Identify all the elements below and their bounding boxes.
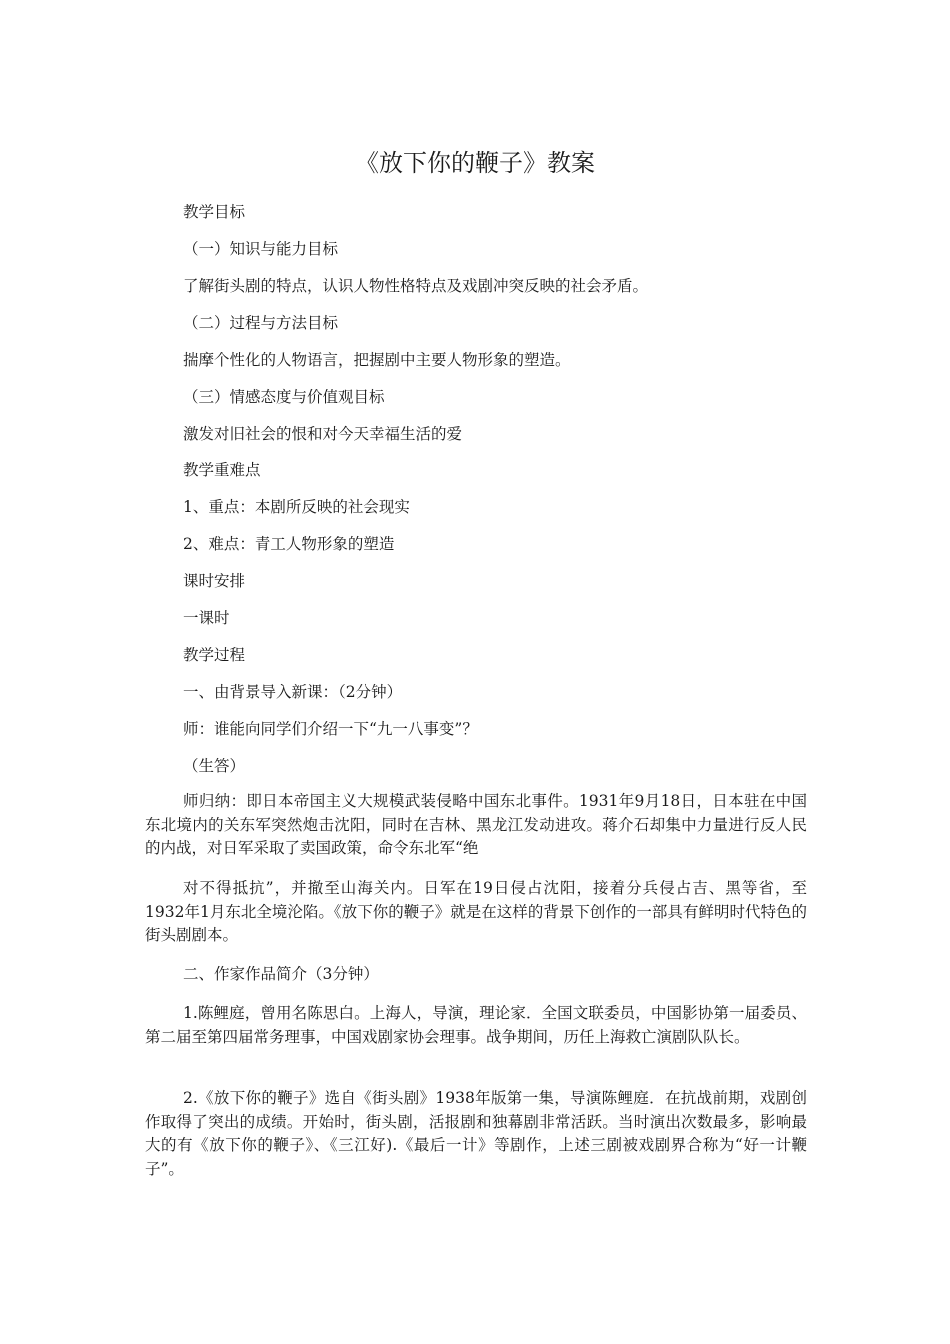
subheading-knowledge-goals: （一）知识与能力目标 [183,240,339,258]
subheading-emotion-goals: （三）情感态度与价值观目标 [183,388,385,406]
section-background-intro: 一、由背景导入新课：（2分钟） [183,683,403,701]
paragraph-work: 2.《放下你的鞭子》选自《街头剧》1938年版第一集，导演陈鲤庭．在抗战前期，戏剧创作取得了突出的成绩。开始时，街头剧，活报剧和独幕剧非常活跃。当时演出次数最多，影响最大的有《放下你的鞭子》、《三江好).《最后一计》等剧作，上述三剧被戏剧界合称为“好一计鞭子”。 [145,1089,807,1178]
text-difficult-point: 2、难点：青工人物形象的塑造 [183,535,395,553]
heading-teaching-goals: 教学目标 [183,203,246,221]
text-emotion-goals: 激发对旧社会的恨和对今天幸福生活的爱 [183,425,463,443]
text-schedule: 一课时 [183,609,230,627]
document-title: 《放下你的鞭子》教案 [355,149,595,177]
paragraph-teacher-summary: 师归纳：即日本帝国主义大规模武装侵略中国东北事件。1931年9月18日，日本驻在中国东北境内的关东军突然炮击沈阳，同时在吉林、黑龙江发动进攻。蒋介石却集中力量进行反人民的内战，对日军采取了卖国政策，命令东北军“绝 [145,792,807,857]
subheading-process-goals: （二）过程与方法目标 [183,314,339,332]
section-author-intro: 二、作家作品简介（3分钟） [183,965,379,983]
text-process-goals: 揣摩个性化的人物语言，把握剧中主要人物形象的塑造。 [183,351,571,369]
heading-schedule: 课时安排 [183,572,246,590]
text-knowledge-goals: 了解街头剧的特点，认识人物性格特点及戏剧冲突反映的社会矛盾。 [183,277,649,295]
text-key-point: 1、重点：本剧所反映的社会现实 [183,498,410,516]
heading-teaching-process: 教学过程 [183,646,246,664]
paragraph-author: 1.陈鲤庭，曾用名陈思白。上海人，导演，理论家．全国文联委员，中国影协第一届委员、第二届至第四届常务理事，中国戏剧家协会理事。战争期间，历任上海救亡演剧队队长。 [145,1004,807,1046]
paragraph-background: 对不得抵抗”，并撤至山海关内。日军在19日侵占沈阳，接着分兵侵占吉、黑等省，至1932年1月东北全境沦陷。《放下你的鞭子》就是在这样的背景下创作的一部具有鲜明时代特色的街头剧剧本。 [145,879,807,944]
heading-key-points: 教学重难点 [183,461,261,479]
text-teacher-question: 师：谁能向同学们介绍一下“九一八事变”？ [183,720,478,738]
text-student-answer: （生答） [183,757,246,775]
